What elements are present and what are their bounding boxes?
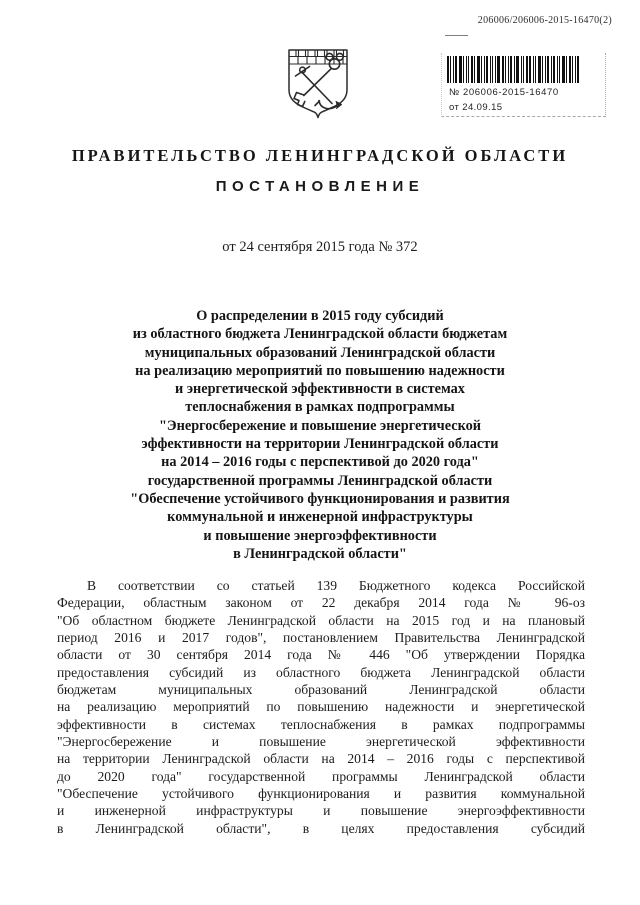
decree-body [57,577,585,837]
title-line: "Энергосбережение и повышение энергетической [158,417,481,434]
key-icon [294,53,343,106]
body-line: Федерации, областным законом от 22 декабря 2014 года № 96-оз [57,595,585,611]
title-line: государственной программы Ленинградской области [147,472,493,489]
title-line: из областного бюджета Ленинградской области бюджетам [132,326,508,343]
body-line: в Ленинградской области", в целях предоставления субсидий [57,820,585,836]
title-line: и энергетической эффективности в системах [175,381,465,398]
title-line: и повышение энергоэффективности [203,527,437,544]
body-line: период 2016 и 2017 годов", постановлением Правительства Ленинградской [57,630,585,646]
stamp-mark [445,35,468,36]
body-line: на территории Ленинградской области на 2014 – 2016 годы с перспективой [57,751,585,767]
body-line: "Об областном бюджете Ленинградской области на 2015 год и на плановый [57,612,585,628]
document-type: ПОСТАНОВЛЕНИЕ [215,178,425,195]
barcode-number: № 206006-2015-16470 [449,87,559,98]
doc-reference: 206006/206006-2015-16470(2) [477,15,612,26]
body-line: области от 30 сентября 2014 года № 446 "Об утверждении Порядка [57,647,585,663]
body-line: В соответствии со статьей 139 Бюджетного кодекса Российской [87,578,585,593]
leningrad-oblast-emblem-icon [284,43,352,121]
title-line: в Ленинградской области" [233,545,407,562]
authority-name: ПРАВИТЕЛЬСТВО ЛЕНИНГРАДСКОЙ ОБЛАСТИ [71,146,569,165]
title-line: коммунальной и инженерной инфраструктуры [167,509,473,526]
registration-stamp [441,53,606,117]
coat-of-arms [284,43,352,126]
decree-title [72,307,568,563]
body-line: "Обеспечение устойчивого функционирования и развития коммунальной [57,786,585,802]
anchor-icon [296,67,342,109]
title-line: на реализацию мероприятий по повышению надежности [135,362,505,379]
body-line: до 2020 года" государственной программы Ленинградской области [57,768,585,784]
body-line: "Энергосбережение и повышение энергетической эффективности [57,734,585,750]
body-line: и инженерной инфраструктуры и повышение энергоэффективности [57,803,585,819]
title-line: "Обеспечение устойчивого функционирования и развития [130,490,510,507]
body-line: эффективности в системах теплоснабжения в рамках подпрограммы [57,716,585,732]
barcode [447,56,589,83]
title-line: теплоснабжения в рамках подпрограммы [185,399,455,416]
body-line: бюджетам муниципальных образований Ленинградской области [57,682,585,698]
document-date-number: от 24 сентября 2015 года № 372 [222,239,418,255]
body-line: на реализацию мероприятий по повышению надежности и энергетической [57,699,585,715]
title-line: муниципальных образований Ленинградской области [144,344,496,361]
title-line: О распределении в 2015 году субсидий [196,308,444,324]
title-line: на 2014 – 2016 годы с перспективой до 2020 года" [161,454,479,471]
title-line: эффективности на территории Ленинградской области [141,436,499,453]
body-line: предоставления субсидий из областного бюджета Ленинградской области [57,664,585,680]
barcode-date: от 24.09.15 [449,102,503,113]
fortress-wall [289,50,347,64]
